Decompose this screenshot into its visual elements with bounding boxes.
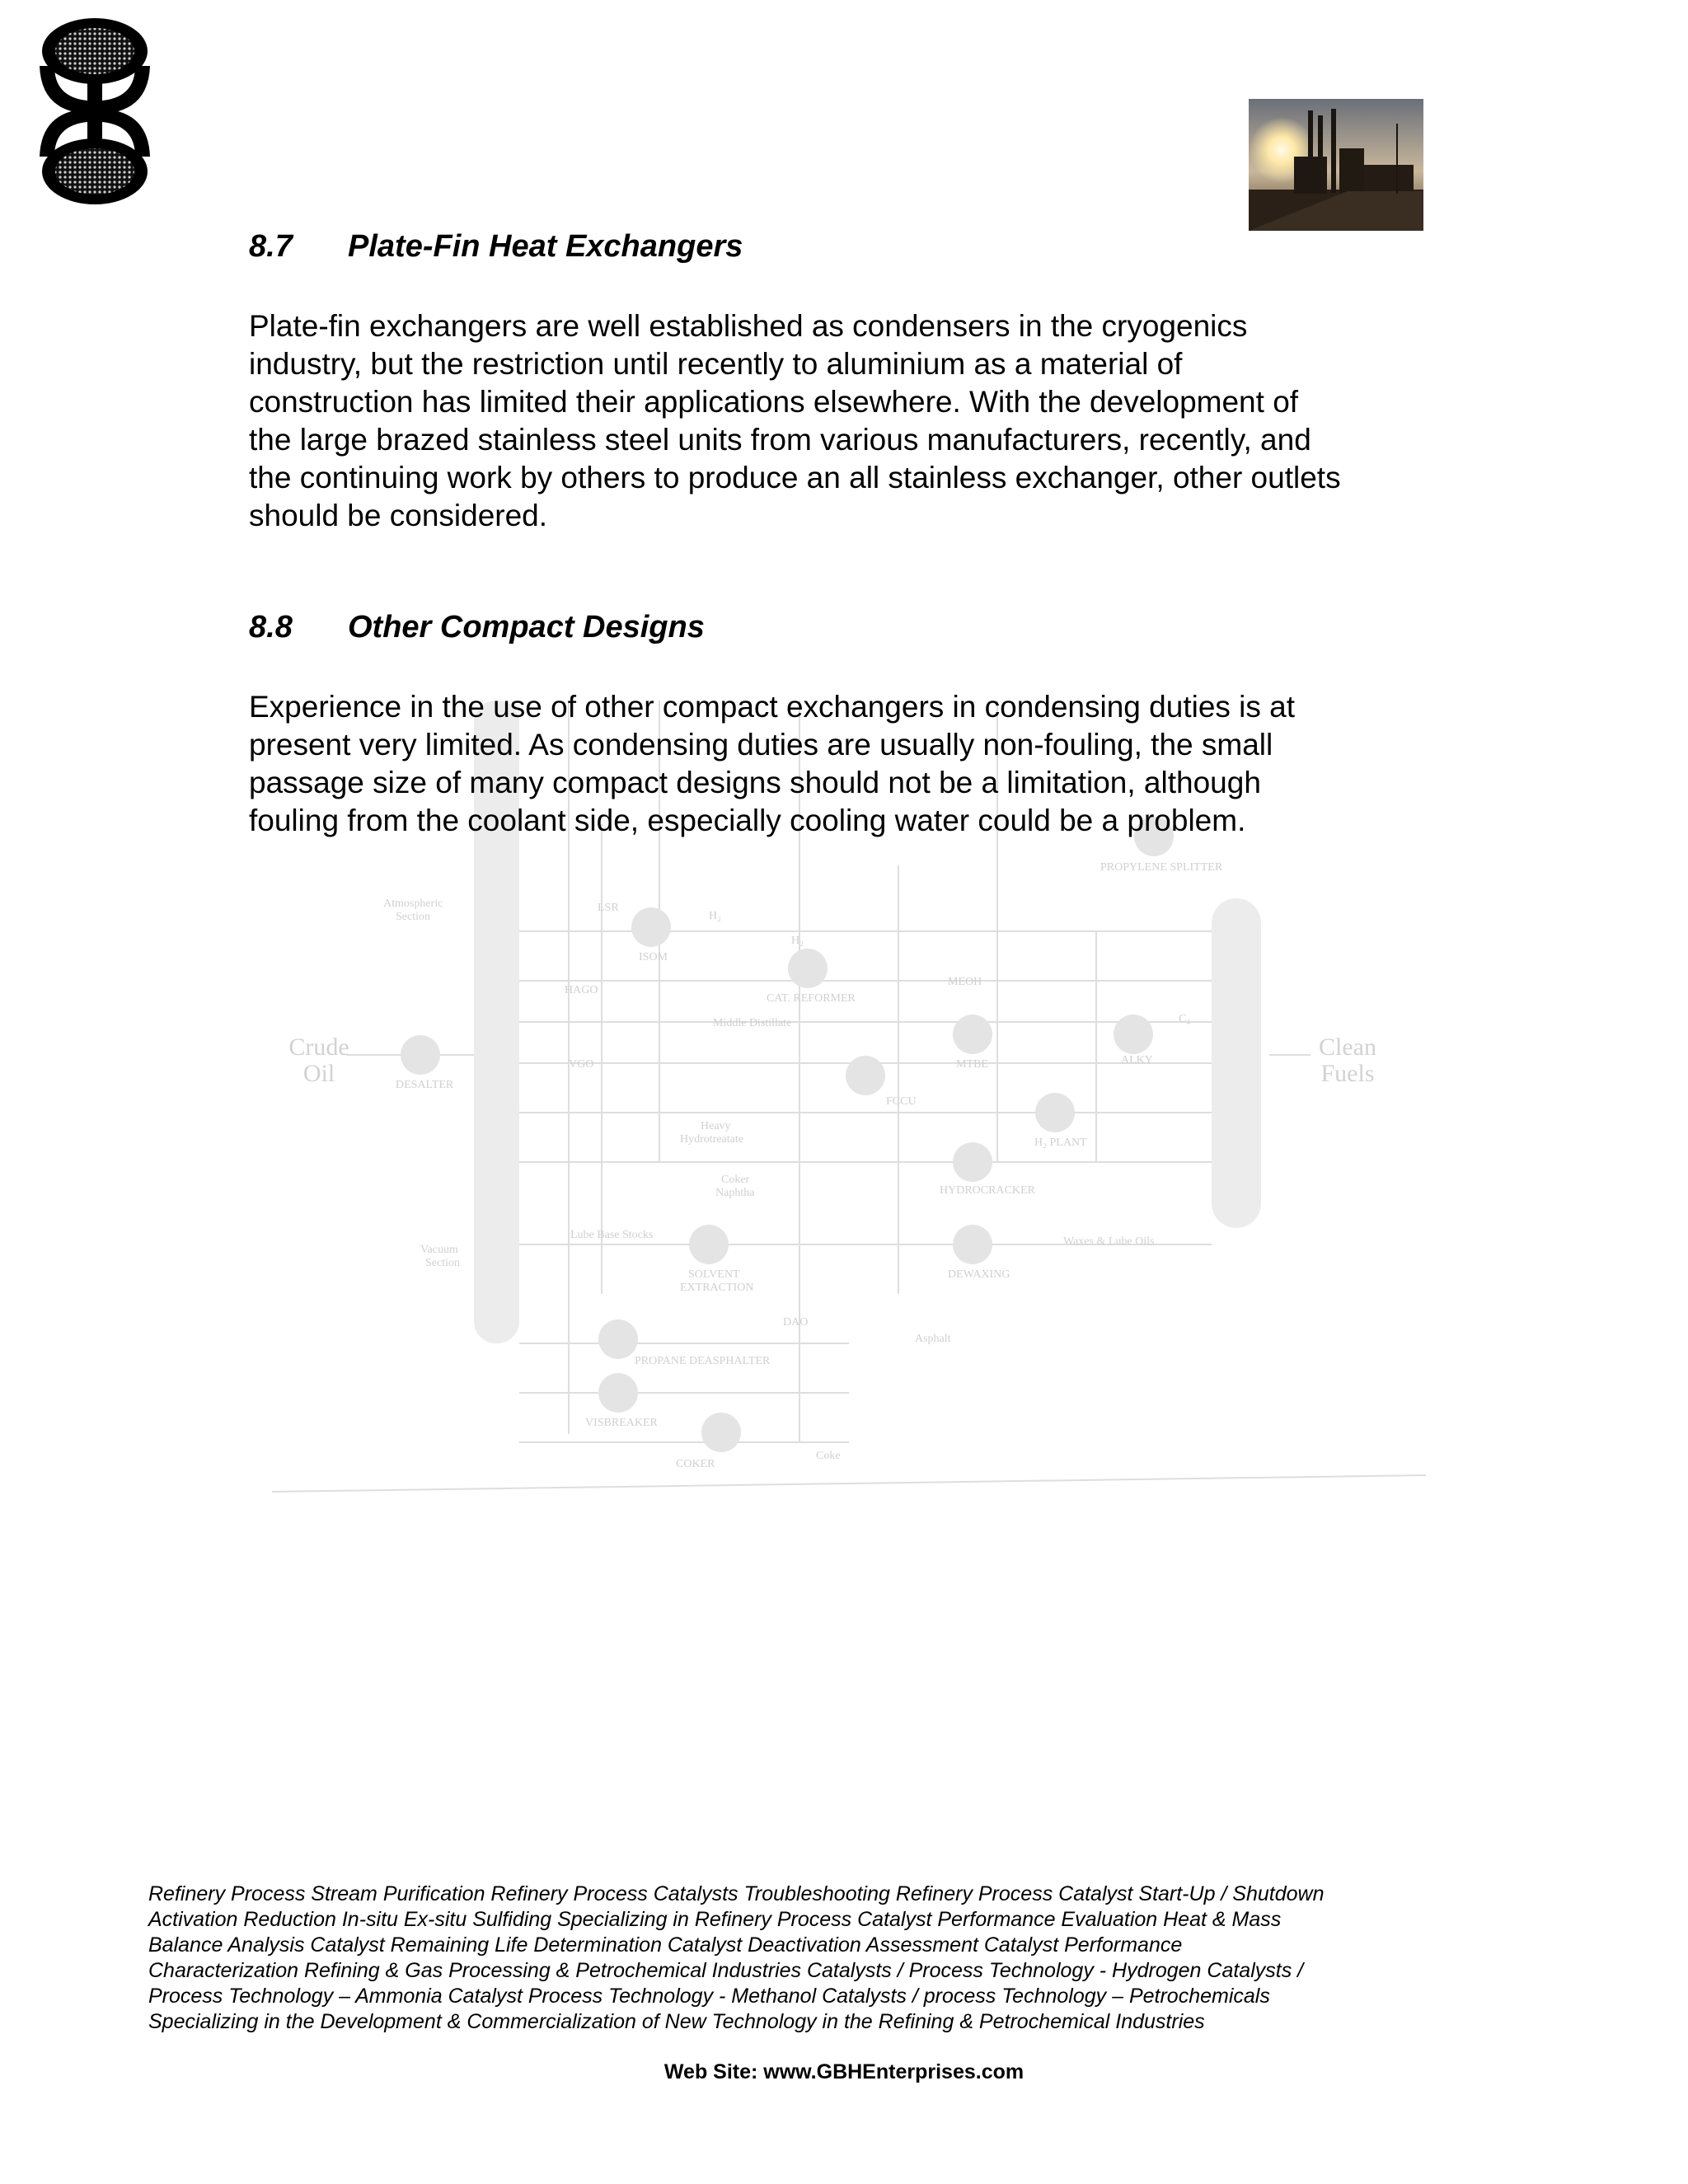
diagram-label: COKER — [676, 1458, 715, 1470]
section-title: Plate-Fin Heat Exchangers — [348, 229, 743, 264]
section-number: 8.8 — [249, 610, 293, 644]
diagram-label: Asphalt — [915, 1333, 951, 1345]
diagram-label: PROPYLENE SPLITTER — [1100, 861, 1223, 874]
diagram-label: Atmospheric — [383, 898, 443, 910]
website-link[interactable]: Web Site: www.GBHEnterprises.com — [663, 2060, 1025, 2083]
diagram-label: H₂ PLANT — [1034, 1137, 1087, 1149]
section-number: 8.7 — [249, 229, 293, 264]
diagram-label: FCCU — [886, 1095, 917, 1108]
diagram-label: Middle Distillate — [713, 1017, 792, 1029]
diagram-label: Hydrotreatate — [680, 1133, 743, 1146]
body-line: industry, but the restriction until recently to aluminium as a material of — [249, 347, 1183, 381]
diagram-label: C₄ — [1179, 1013, 1191, 1025]
diagram-label: PROPANE DEASPHALTER — [635, 1355, 771, 1367]
body-line: fouling from the coolant side, especially cooling water could be a problem. — [249, 804, 1246, 837]
body-line: the continuing work by others to produce an all stainless exchanger, other outlets — [249, 461, 1341, 494]
body-line: Plate-fin exchangers are well established as condensers in the cryogenics — [249, 309, 1248, 343]
diagram-label: Section — [425, 1257, 460, 1269]
footer-line: Characterization Refining & Gas Processing & Petrochemical Industries Catalysts / Process Technology - Hydrogen Catalysts / — [148, 1959, 1304, 1982]
section-heading — [249, 229, 743, 265]
body-line: the large brazed stainless steel units from various manufacturers, recently, and — [249, 423, 1311, 457]
diagram-label: CAT. REFORMER — [767, 992, 856, 1005]
diagram-label: DEWAXING — [948, 1268, 1010, 1281]
diagram-label: ALKY — [1121, 1054, 1153, 1066]
section-body — [249, 307, 1461, 535]
body-line: should be considered. — [249, 499, 548, 532]
footer-line: Balance Analysis Catalyst Remaining Life Determination Catalyst Deactivation Assessment Catalyst Performance — [148, 1933, 1183, 1957]
diagram-label: Vacuum — [420, 1244, 458, 1256]
diagram-label: DESALTER — [396, 1079, 454, 1091]
company-logo — [33, 16, 157, 206]
diagram-label: VGO — [569, 1058, 594, 1071]
diagram-label: HAGO — [565, 984, 598, 996]
diagram-label: Heavy — [701, 1120, 731, 1132]
diagram-label: VISBREAKER — [585, 1417, 658, 1429]
refinery-photo — [1249, 99, 1423, 231]
footer-line: Refinery Process Stream Purification Refinery Process Catalysts Troubleshooting Refinery Process Catalyst Start-Up / Shutdown — [148, 1882, 1325, 1905]
diagram-label: Naphtha — [715, 1187, 755, 1199]
diagram-label: Oil — [302, 1060, 335, 1087]
footer-line: Activation Reduction In-situ Ex-situ Sulfiding Specializing in Refinery Process Catalyst Performance Evaluation Heat & Mass — [148, 1908, 1282, 1931]
diagram-label: HYDROCRACKER — [940, 1184, 1035, 1197]
diagram-label: Coke — [816, 1450, 841, 1462]
diagram-label: Fuels — [1320, 1060, 1375, 1087]
diagram-label: Coker — [721, 1174, 750, 1186]
diagram-label: Clean — [1319, 1033, 1376, 1061]
body-line: passage size of many compact designs should not be a limitation, although — [249, 766, 1261, 799]
diagram-label: MTBE — [956, 1058, 988, 1071]
footer-services — [148, 1882, 1467, 2035]
footer-line: Process Technology – Ammonia Catalyst Process Technology - Methanol Catalysts / process Technology – Petrochemicals — [148, 1985, 1270, 2008]
diagram-label: Waxes & Lube Oils — [1063, 1235, 1155, 1248]
diagram-label: Section — [396, 911, 430, 923]
section-title: Other Compact Designs — [348, 610, 705, 644]
diagram-label: SOLVENT — [688, 1268, 740, 1281]
diagram-label: Lube Base Stocks — [570, 1229, 654, 1241]
body-line: present very limited. As condensing duties are usually non-fouling, the small — [249, 728, 1273, 762]
body-line: construction has limited their applications elsewhere. With the development of — [249, 385, 1299, 419]
diagram-label: ISOM — [639, 951, 668, 963]
diagram-label: DAO — [783, 1316, 809, 1329]
body-line: Experience in the use of other compact exchangers in condensing duties is at — [249, 690, 1296, 724]
diagram-label: H₂ — [791, 935, 804, 947]
footer-line: Specializing in the Development & Commercialization of New Technology in the Refining & Petrochemical Industries — [148, 2010, 1205, 2033]
diagram-label: H₂ — [709, 910, 721, 922]
diagram-label: MEOH — [948, 976, 982, 988]
section-body — [249, 688, 1461, 840]
section-heading — [249, 610, 705, 645]
diagram-label: Crude — [288, 1033, 349, 1061]
diagram-label: EXTRACTION — [680, 1282, 754, 1294]
diagram-label: LSR — [598, 902, 619, 914]
